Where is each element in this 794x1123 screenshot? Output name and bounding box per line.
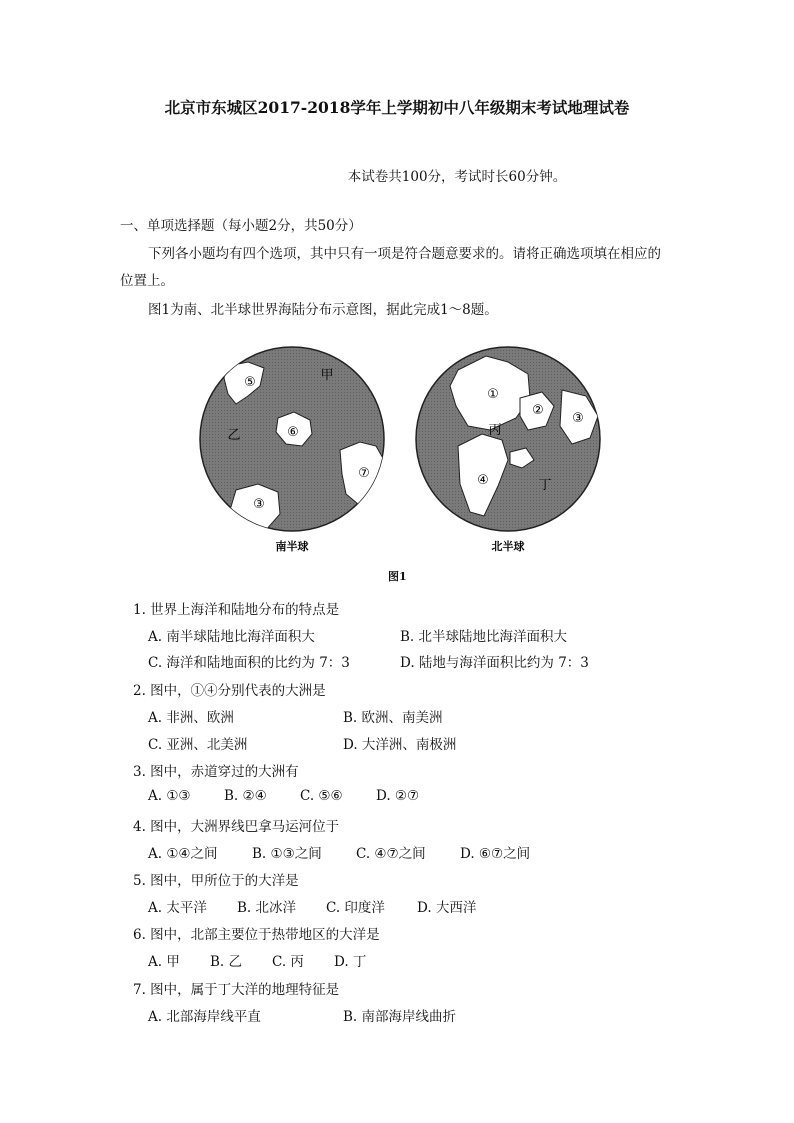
q6-option-d: D. 丁 xyxy=(334,954,367,970)
question-7-stem: 7. 图中，属于丁大洋的地理特征是 xyxy=(133,982,340,998)
exam-note: 本试卷共100分，考试时长60分钟。 xyxy=(347,169,567,185)
q1-option-d: D. 陆地与海洋面积比约为 7：3 xyxy=(400,655,589,671)
north-mark-1: ① xyxy=(487,387,499,402)
q1-option-b: B. 北半球陆地比海洋面积大 xyxy=(400,629,568,645)
north-caption: 北半球 xyxy=(491,540,525,553)
figure-label: 图1 xyxy=(388,570,407,583)
question-3-stem: 3. 图中，赤道穿过的大洲有 xyxy=(133,764,299,780)
north-mark-4: ④ xyxy=(477,473,489,488)
north-mark-ding: 丁 xyxy=(538,478,552,493)
q1-option-c: C. 海洋和陆地面积的比约为 7：3 xyxy=(148,655,350,671)
q5-option-c: C. 印度洋 xyxy=(326,900,385,916)
question-5-stem: 5. 图中，甲所位于的大洋是 xyxy=(133,873,299,889)
question-1-stem: 1. 世界上海洋和陆地分布的特点是 xyxy=(133,602,340,618)
q4-option-c: C. ④⑦之间 xyxy=(356,846,426,862)
q3-option-c: C. ⑤⑥ xyxy=(300,788,343,804)
south-mark-3: ③ xyxy=(253,497,265,512)
q6-option-c: C. 丙 xyxy=(272,954,304,970)
north-mark-3: ③ xyxy=(572,411,584,426)
question-2-stem: 2. 图中，①④分别代表的大洲是 xyxy=(133,683,326,699)
q4-option-b: B. ①③之间 xyxy=(252,846,322,862)
q5-option-b: B. 北冰洋 xyxy=(237,900,297,916)
q1-option-a: A. 南半球陆地比海洋面积大 xyxy=(148,629,315,645)
exam-title: 北京市东城区2017-2018学年上学期初中八年级期末考试地理试卷 xyxy=(164,98,630,117)
q2-option-d: D. 大洋洲、南极洲 xyxy=(343,737,457,753)
south-mark-5: ⑤ xyxy=(244,375,256,390)
q5-option-a: A. 太平洋 xyxy=(148,900,207,916)
south-caption: 南半球 xyxy=(275,540,309,553)
q2-option-c: C. 亚洲、北美洲 xyxy=(148,737,248,753)
north-hemisphere-globe xyxy=(416,347,600,531)
question-4-stem: 4. 图中，大洲界线巴拿马运河位于 xyxy=(133,819,340,835)
north-mark-2: ② xyxy=(532,403,544,418)
q7-option-a: A. 北部海岸线平直 xyxy=(148,1009,261,1025)
q4-option-a: A. ①④之间 xyxy=(148,846,218,862)
south-mark-6: ⑥ xyxy=(287,425,299,440)
south-mark-yi: 乙 xyxy=(227,428,241,443)
south-mark-7: ⑦ xyxy=(358,466,370,481)
q5-option-d: D. 大西洋 xyxy=(417,900,477,916)
q4-option-d: D. ⑥⑦之间 xyxy=(460,846,531,862)
q3-option-b: B. ②④ xyxy=(224,788,267,804)
q2-option-b: B. 欧洲、南美洲 xyxy=(343,710,443,726)
q3-option-d: D. ②⑦ xyxy=(376,788,420,804)
question-6-stem: 6. 图中，北部主要位于热带地区的大洋是 xyxy=(133,927,380,943)
instructions-line1: 下列各小题均有四个选项，其中只有一项是符合题意要求的。请将正确选项填在相应的 xyxy=(148,246,661,262)
section-heading: 一、单项选择题（每小题2分，共50分） xyxy=(120,218,362,234)
south-mark-jia: 甲 xyxy=(320,368,334,383)
q6-option-a: A. 甲 xyxy=(148,954,180,970)
instructions-line2: 位置上。 xyxy=(120,273,174,289)
q2-option-a: A. 非洲、欧洲 xyxy=(148,710,234,726)
q3-option-a: A. ①③ xyxy=(148,788,191,804)
q6-option-b: B. 乙 xyxy=(210,954,243,970)
hemisphere-map-figure xyxy=(190,334,610,564)
north-mark-bing: 丙 xyxy=(488,423,502,438)
q7-option-b: B. 南部海岸线曲折 xyxy=(343,1009,457,1025)
figure-intro: 图1为南、北半球世界海陆分布示意图，据此完成1～8题。 xyxy=(148,302,498,318)
